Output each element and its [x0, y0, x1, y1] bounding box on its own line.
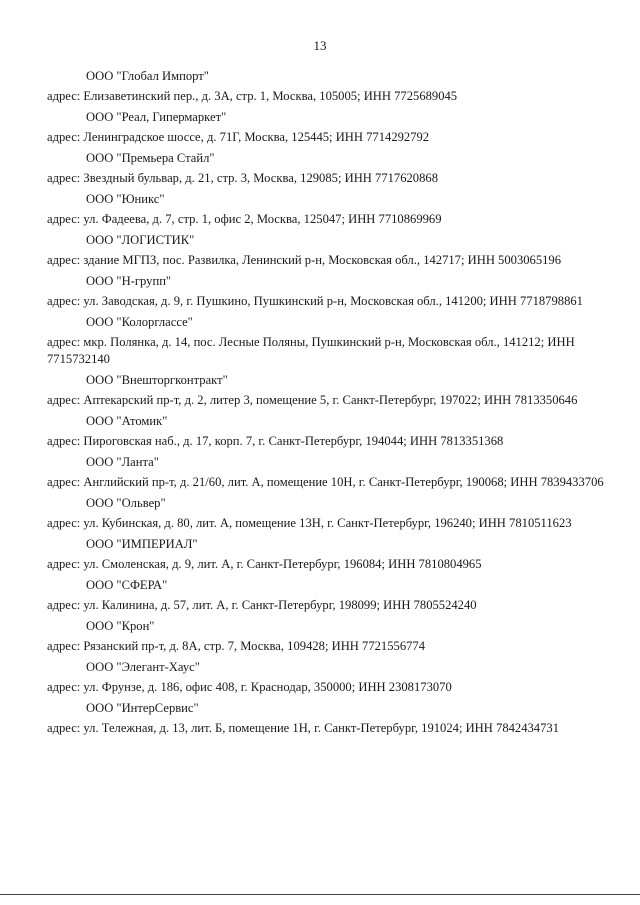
company-entry [47, 413, 607, 450]
company-address: адрес: ул. Заводская, д. 9, г. Пушкино, Пушкинский р-н, Московская обл., 141200; ИНН 7718798861 [47, 294, 583, 308]
company-address: адрес: ул. Смоленская, д. 9, лит. А, г. Санкт-Петербург, 196084; ИНН 7810804965 [47, 557, 482, 571]
page-number: 13 [313, 38, 327, 53]
company-address: адрес: ул. Фадеева, д. 7, стр. 1, офис 2, Москва, 125047; ИНН 7710869969 [47, 212, 442, 226]
company-address: адрес: ул. Кубинская, д. 80, лит. А, помещение 13Н, г. Санкт-Петербург, 196240; ИНН 7810511623 [47, 516, 572, 530]
company-name: ООО "Ланта" [86, 455, 159, 469]
company-name: ООО "Ольвер" [86, 496, 166, 510]
company-address: адрес: Рязанский пр-т, д. 8А, стр. 7, Москва, 109428; ИНН 7721556774 [47, 639, 426, 653]
company-entry [47, 273, 607, 310]
company-name: ООО "Атомик" [86, 414, 168, 428]
company-name: ООО "Реал, Гипермаркет" [86, 110, 227, 124]
company-address: адрес: здание МГПЗ, пос. Развилка, Ленинский р-н, Московская обл., 142717; ИНН 5003065196 [47, 253, 562, 267]
company-entry [47, 191, 607, 228]
company-entry [47, 536, 607, 573]
company-entry [47, 372, 607, 409]
company-name: ООО "Внешторгконтракт" [86, 373, 228, 387]
company-entry [47, 700, 607, 737]
company-address: адрес: Пироговская наб., д. 17, корп. 7, г. Санкт-Петербург, 194044; ИНН 7813351368 [47, 434, 504, 448]
company-name: ООО "Крон" [86, 619, 155, 633]
company-address: адрес: ул. Фрунзе, д. 186, офис 408, г. Краснодар, 350000; ИНН 2308173070 [47, 680, 452, 694]
company-address: адрес: Елизаветинский пер., д. 3А, стр. 1, Москва, 105005; ИНН 7725689045 [47, 89, 458, 103]
company-address: адрес: Ленинградское шоссе, д. 71Г, Москва, 125445; ИНН 7714292792 [47, 130, 430, 144]
company-address: адрес: Аптекарский пр-т, д. 2, литер 3, помещение 5, г. Санкт-Петербург, 197022; ИНН 7813350646 [47, 393, 578, 407]
company-entry [47, 659, 607, 696]
company-entry [47, 150, 607, 187]
company-name: ООО "Глобал Импорт" [86, 69, 209, 83]
company-entry [47, 495, 607, 532]
company-name: ООО "ЛОГИСТИК" [86, 233, 195, 247]
company-entry [47, 577, 607, 614]
company-entry [47, 618, 607, 655]
company-entry [47, 109, 607, 146]
company-address: адрес: Английский пр-т, д. 21/60, лит. А, помещение 10Н, г. Санкт-Петербург, 190068; ИНН 7839433706 [47, 475, 604, 489]
company-address: адрес: мкр. Полянка, д. 14, пос. Лесные Поляны, Пушкинский р-н, Московская обл., 141212; ИНН 7715732140 [47, 335, 575, 366]
company-address: адрес: ул. Калинина, д. 57, лит. А, г. Санкт-Петербург, 198099; ИНН 7805524240 [47, 598, 477, 612]
company-entry [47, 232, 607, 269]
company-list [47, 68, 607, 741]
company-name: ООО "Премьера Стайл" [86, 151, 215, 165]
company-name: ООО "Юникс" [86, 192, 165, 206]
company-entry [47, 68, 607, 105]
company-entry [47, 314, 607, 368]
company-address: адрес: ул. Тележная, д. 13, лит. Б, помещение 1Н, г. Санкт-Петербург, 191024; ИНН 7842434731 [47, 721, 559, 735]
company-name: ООО "Элегант-Хаус" [86, 660, 200, 674]
company-entry [47, 454, 607, 491]
company-name: ООО "ИМПЕРИАЛ" [86, 537, 198, 551]
company-name: ООО "Колорглассе" [86, 315, 193, 329]
company-name: ООО "СФЕРА" [86, 578, 168, 592]
company-name: ООО "ИнтерСервис" [86, 701, 199, 715]
page-bottom-rule [0, 894, 640, 895]
company-name: ООО "Н-групп" [86, 274, 172, 288]
company-address: адрес: Звездный бульвар, д. 21, стр. 3, Москва, 129085; ИНН 7717620868 [47, 171, 438, 185]
